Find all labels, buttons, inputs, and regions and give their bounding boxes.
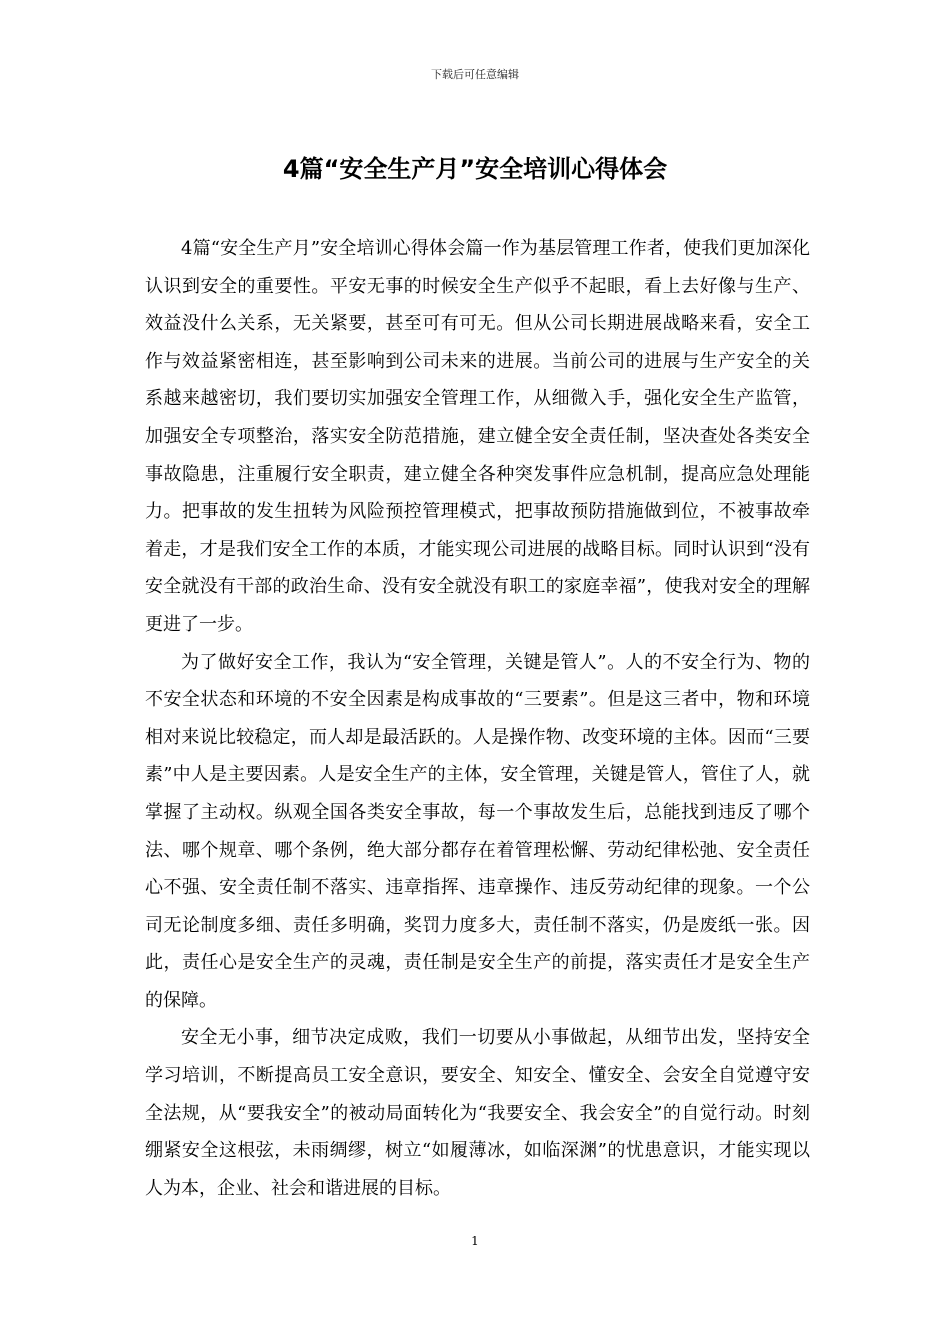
document-title: 4篇“安全生产月”安全培训心得体会 <box>282 155 668 183</box>
paragraph-1: 4篇“安全生产月”安全培训心得体会篇一作为基层管理工作者，使我们更加深化认识到安全的重要性。平安无事的时候安全生产似乎不起眼，看上去好像与生产、效益没什么关系，无关紧要，甚至可有可无。但从公司长期进展战略来看，安全工作与效益紧密相连，甚至影响到公司未来的进展。当前公司的进展与生产安全的关系越来越密切，我们要切实加强安全管理工作，从细微入手，强化安全生产监管，加强安全专项整治，落实安全防范措施，建立健全安全责任制，坚决查处各类安全事故隐患，注重履行安全职责，建立健全各种突发事件应急机制，提高应急处理能力。把事故的发生扭转为风险预控管理模式，把事故预防措施做到位，不被事故牵着走，才是我们安全工作的本质，才能实现公司进展的战略目标。同时认识到“没有安全就没有干部的政治生命、没有安全就没有职工的家庭幸福”，使我对安全的理解更进了一步。 <box>145 238 810 635</box>
header-note: 下载后可任意编辑 <box>431 68 519 81</box>
paragraph-2: 为了做好安全工作，我认为“安全管理，关键是管人”。人的不安全行为、物的不安全状态和环境的不安全因素是构成事故的“三要素”。但是这三者中，物和环境相对来说比较稳定，而人却是最活跃的。人是操作物、改变环境的主体。因而“三要素”中人是主要因素。人是安全生产的主体，安全管理，关键是管人，管住了人，就掌握了主动权。纵观全国各类安全事故，每一个事故发生后，总能找到违反了哪个法、哪个规章、哪个条例，绝大部分都存在着管理松懈、劳动纪律松弛、安全责任心不强、安全责任制不落实、违章指挥、违章操作、违反劳动纪律的现象。一个公司无论制度多细、责任多明确，奖罚力度多大，责任制不落实，仍是废纸一张。因此，责任心是安全生产的灵魂，责任制是安全生产的前提，落实责任才是安全生产的保障。 <box>145 651 810 1011</box>
page-number: 1 <box>471 1234 479 1248</box>
document-body <box>145 230 810 1207</box>
paragraph-3: 安全无小事，细节决定成败，我们一切要从小事做起，从细节出发，坚持安全学习培训，不断提高员工安全意识，要安全、知安全、懂安全、会安全自觉遵守安全法规，从“要我安全”的被动局面转化为“我要安全、我会安全”的自觉行动。时刻绷紧安全这根弦，未雨绸缪，树立“如履薄冰，如临深渊”的忧患意识，才能实现以人为本，企业、社会和谐进展的目标。 <box>145 1027 810 1199</box>
